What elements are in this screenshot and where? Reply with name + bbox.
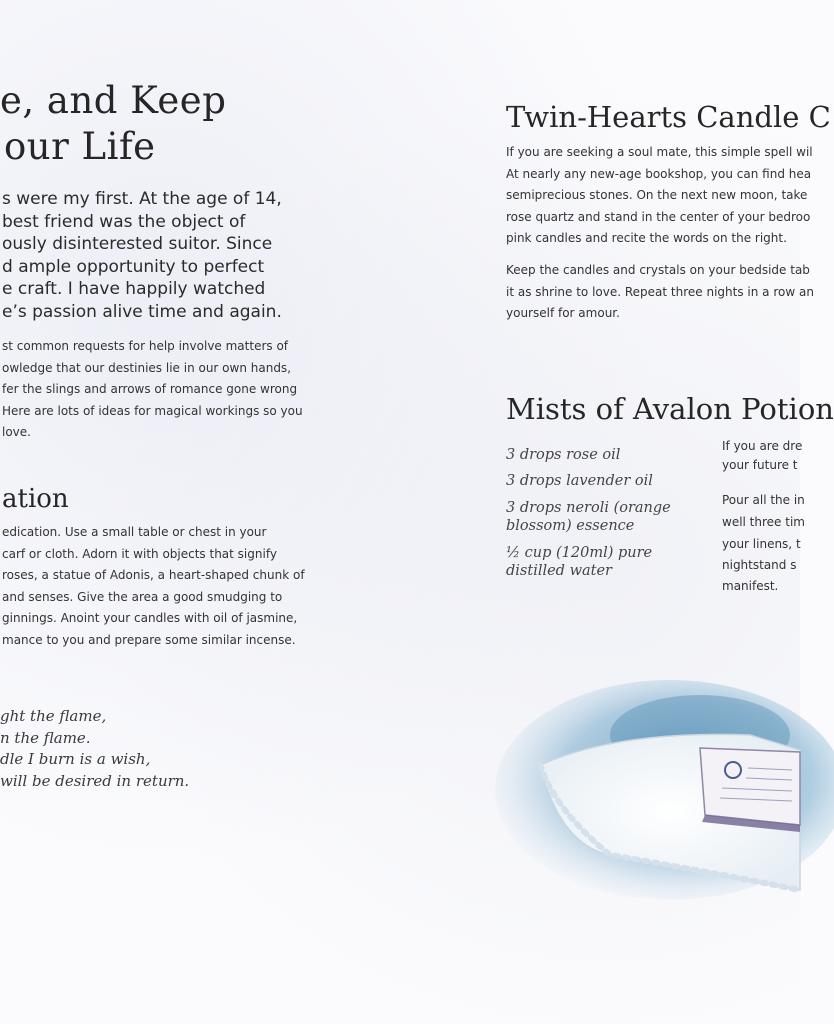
candle-line: If you are seeking a soul mate, this simple spell wil — [506, 145, 813, 159]
candle-spell-title: Twin-Hearts Candle C — [506, 100, 831, 134]
chant-line: dle I burn is a wish, — [0, 750, 151, 768]
candle-line: Keep the candles and crystals on your bedside tab — [506, 263, 810, 277]
dedication-heading: ation — [2, 484, 69, 514]
chapter-title-line-2: our Life — [4, 125, 156, 168]
potion-line: your future t — [722, 458, 798, 472]
candle-line: rose quartz and stand in the center of your bedroo — [506, 209, 811, 224]
ingredient-line: 3 drops rose oil — [506, 447, 621, 463]
chant-line: n the flame. — [0, 728, 91, 747]
candle-line: At nearly any new-age bookshop, you can find hea — [506, 166, 812, 181]
candle-line: it as shrine to love. Repeat three nights in a row an — [506, 284, 814, 299]
intro-line: e craft. I have happily watched — [2, 279, 266, 299]
intro-line: ously disinterested suitor. Since — [2, 234, 273, 254]
body-line: Here are lots of ideas for magical workings so you — [2, 403, 303, 418]
potion-line: nightstand s — [722, 558, 797, 572]
chapter-title-line-1: e, and Keep — [0, 79, 227, 122]
potion-line: your linens, t — [722, 537, 801, 551]
dedication-line: roses, a statue of Adonis, a heart-shaped chunk of — [2, 568, 305, 582]
ingredient-line: distilled water — [506, 563, 612, 579]
chant-line: will be desired in return. — [0, 771, 190, 790]
body-line: love. — [2, 425, 31, 439]
potion-line: If you are dre — [722, 439, 803, 453]
dedication-line: and senses. Give the area a good smudging to — [2, 589, 283, 604]
potion-line: well three tim — [722, 515, 805, 529]
dedication-line: edication. Use a small table or chest in your — [2, 525, 267, 539]
intro-line: e’s passion alive time and again. — [2, 301, 282, 322]
body-line: fer the slings and arrows of romance gone wrong — [2, 382, 298, 396]
open-book-icon — [700, 748, 800, 832]
candle-line: yourself for amour. — [506, 306, 620, 320]
potion-line: manifest. — [722, 579, 779, 593]
body-line: owledge that our destinies lie in our own hands, — [2, 360, 292, 375]
ingredient-line: 3 drops neroli (orange — [506, 500, 671, 516]
ingredient-line: blossom) essence — [506, 518, 635, 534]
chant-line: ght the flame, — [0, 707, 107, 725]
book-on-lace-illustration — [500, 640, 800, 1020]
dedication-line: ginnings. Anoint your candles with oil of jasmine, — [2, 611, 298, 625]
ingredient-line: ½ cup (120ml) pure — [506, 545, 653, 561]
body-line: st common requests for help involve matters of — [2, 339, 289, 353]
potion-title: Mists of Avalon Potion — [506, 392, 834, 426]
candle-line: pink candles and recite the words on the right. — [506, 231, 787, 245]
candle-line: semiprecious stones. On the next new moon, take — [506, 188, 808, 202]
intro-line: d ample opportunity to perfect — [2, 256, 265, 277]
ingredient-line: 3 drops lavender oil — [506, 473, 653, 489]
intro-line: best friend was the object of — [2, 211, 246, 232]
potion-line: Pour all the in — [722, 493, 805, 507]
intro-line: s were my first. At the age of 14, — [2, 189, 282, 209]
dedication-line: mance to you and prepare some similar incense. — [2, 632, 296, 647]
dedication-line: carf or cloth. Adorn it with objects that signify — [2, 546, 277, 561]
